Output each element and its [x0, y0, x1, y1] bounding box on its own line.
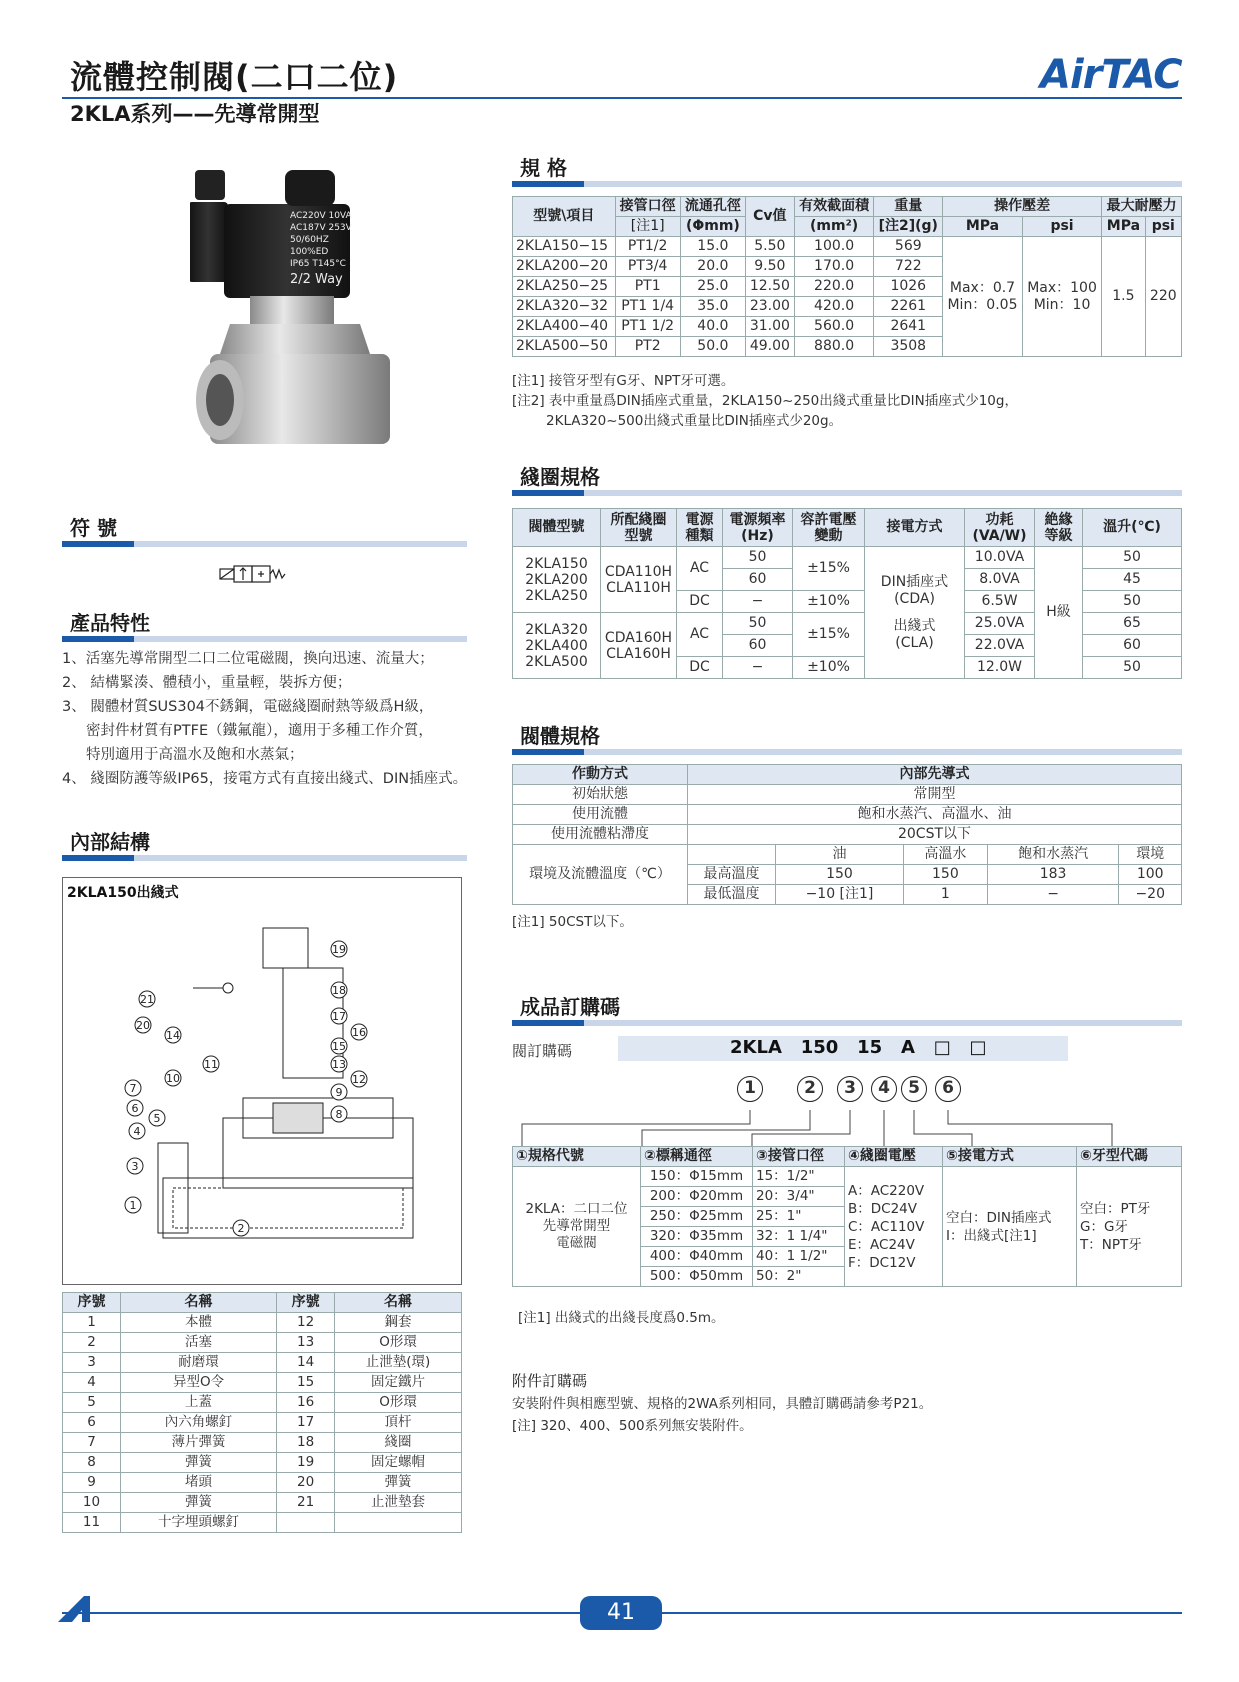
spec-max-mpa: 1.5 [1102, 237, 1145, 357]
coil-header: 絶緣等級 [1035, 509, 1083, 547]
coil-type-group2: CDA160H CLA160H [601, 613, 677, 679]
section-bar [62, 636, 467, 642]
spec-cell: PT1/2 [615, 237, 680, 257]
order-port: 40：1 1/2" [753, 1247, 845, 1267]
coil-header: 溫升(℃) [1083, 509, 1182, 547]
spec-cell: PT3/4 [615, 257, 680, 277]
parts-cell: 20 [277, 1473, 335, 1493]
order-bore: 400：Φ40mm [641, 1247, 753, 1267]
body-value: 飽和水蒸汽、高溫水、油 [688, 805, 1182, 825]
coil-supply: AC [677, 613, 723, 657]
coil-variation: ±15% [793, 547, 865, 591]
spec-cell: 31.00 [745, 317, 794, 337]
coil-power: 10.0VA [965, 547, 1035, 569]
spec-cell: 2KLA250−25 [513, 277, 616, 297]
body-min: 1 [903, 885, 987, 905]
parts-cell: 彈簧 [121, 1493, 277, 1513]
brand-logo: AirTAC [1040, 52, 1182, 98]
order-code-part: □ [969, 1037, 987, 1058]
spec-row [513, 237, 1182, 257]
order-port: 20：3/4" [753, 1187, 845, 1207]
spec-header: 型號\項目 [513, 197, 616, 237]
feature-item: 3、 閥體材質SUS304不銹鋼，電磁綫圈耐熱等級爲H級， [62, 699, 434, 715]
spec-header: 操作壓差 [943, 197, 1102, 217]
parts-cell: 18 [277, 1433, 335, 1453]
spec-cell: 560.0 [794, 317, 874, 337]
spec-cell: PT1 [615, 277, 680, 297]
callout-label: 11 [204, 1058, 218, 1071]
page-title: 流體控制閥(二口二位) [70, 58, 399, 96]
spec-cell: 3508 [874, 337, 943, 357]
accessory-note: [注] 320、400、500系列無安裝附件。 [512, 1418, 753, 1434]
spec-cell: 5.50 [745, 237, 794, 257]
parts-cell: 12 [277, 1313, 335, 1333]
spec-cell: 2641 [874, 317, 943, 337]
spec-header: 接管口徑 [615, 197, 680, 217]
section-bar [512, 181, 1182, 187]
parts-row [63, 1313, 462, 1333]
spec-subheader: [注1] [615, 217, 680, 237]
callout-label: 14 [166, 1029, 180, 1042]
parts-cell: 21 [277, 1493, 335, 1513]
spec-cell: 2KLA320−32 [513, 297, 616, 317]
spec-cell: 2KLA500−50 [513, 337, 616, 357]
parts-table [62, 1292, 462, 1533]
parts-cell: 15 [277, 1373, 335, 1393]
parts-cell: 綫圈 [335, 1433, 462, 1453]
parts-cell: 薄片彈簧 [121, 1433, 277, 1453]
parts-cell: 十字埋頭螺釘 [121, 1513, 277, 1533]
spec-notes [512, 371, 1018, 431]
coil-label-line: 2/2 Way [290, 272, 343, 287]
body-note: [注1] 50CST以下。 [512, 914, 633, 930]
coil-temp: 45 [1083, 569, 1182, 591]
coil-freq: 60 [723, 569, 793, 591]
spec-cell: 20.0 [680, 257, 745, 277]
footer-logo-icon [58, 1594, 104, 1628]
coil-temp: 65 [1083, 613, 1182, 635]
spec-subheader: psi [1145, 217, 1181, 237]
coil-freq: 60 [723, 635, 793, 657]
coil-models-group1: 2KLA150 2KLA200 2KLA250 [513, 547, 601, 613]
parts-cell: 鋼套 [335, 1313, 462, 1333]
body-min: − [987, 885, 1119, 905]
body-env-label: 環境及流體溫度（℃） [513, 845, 688, 905]
parts-cell [277, 1513, 335, 1533]
order-port: 32：1 1/4" [753, 1227, 845, 1247]
order-note: [注1] 出綫式的出綫長度爲0.5m。 [518, 1310, 725, 1326]
feature-item: 2、 結構緊湊、體積小，重量輕，裝拆方便； [62, 675, 352, 691]
coil-insulation: H級 [1035, 547, 1083, 679]
order-code-part: 15 [857, 1037, 883, 1058]
parts-cell: 4 [63, 1373, 121, 1393]
body-value: 內部先導式 [688, 765, 1182, 785]
spec-op-psi: Max：100 Min：10 [1022, 237, 1101, 357]
order-port: 50：2" [753, 1267, 845, 1287]
body-max: 150 [776, 865, 904, 885]
spec-cell: PT1 1/2 [615, 317, 680, 337]
callout-label: 16 [352, 1026, 366, 1039]
spec-header: 最大耐壓力 [1102, 197, 1182, 217]
spec-cell: PT1 1/4 [615, 297, 680, 317]
order-table [512, 1146, 1182, 1287]
spec-cell: 25.0 [680, 277, 745, 297]
body-max: 100 [1119, 865, 1182, 885]
parts-cell: 堵頭 [121, 1473, 277, 1493]
callout-label: 19 [332, 943, 346, 956]
callout-label: 7 [129, 1082, 137, 1095]
parts-row [63, 1413, 462, 1433]
section-bar [512, 749, 1182, 755]
body-value: 常開型 [688, 785, 1182, 805]
order-thread: 空白：PT牙 G：G牙 T：NPT牙 [1077, 1167, 1182, 1287]
parts-row [63, 1513, 462, 1533]
coil-header: 所配綫圈型號 [601, 509, 677, 547]
coil-supply: DC [677, 657, 723, 679]
callout-label: 21 [140, 993, 154, 1006]
feature-item: 密封件材質有PTFE（鐵氟龍），適用于多種工作介質， [86, 723, 433, 739]
coil-models-group2: 2KLA320 2KLA400 2KLA500 [513, 613, 601, 679]
spec-cell: 35.0 [680, 297, 745, 317]
coil-freq: 50 [723, 547, 793, 569]
accessory-title: 附件訂購碼 [512, 1372, 588, 1390]
body-max-label: 最高溫度 [688, 865, 776, 885]
order-code [730, 1037, 987, 1058]
order-code-part: A [900, 1037, 915, 1058]
coil-freq: − [723, 591, 793, 613]
order-bore: 500：Φ50mm [641, 1267, 753, 1287]
spec-body [513, 237, 1182, 357]
coil-variation: ±10% [793, 591, 865, 613]
order-index-circle: 6 [935, 1076, 961, 1102]
order-connection: 空白：DIN插座式 I：出綫式[注1] [943, 1167, 1077, 1287]
order-header: ⑤接電方式 [943, 1147, 1077, 1167]
spec-header: Cv值 [745, 197, 794, 237]
spec-cell: 50.0 [680, 337, 745, 357]
order-code-part: □ [933, 1037, 951, 1058]
valve-symbol-icon [218, 563, 294, 585]
body-col: 飽和水蒸汽 [987, 845, 1119, 865]
parts-row [63, 1493, 462, 1513]
spec-cell: 569 [874, 237, 943, 257]
parts-row [63, 1473, 462, 1493]
callout-label: 18 [332, 984, 346, 997]
parts-col-header: 序號 [277, 1293, 335, 1313]
parts-cell: 彈簧 [335, 1473, 462, 1493]
coil-table [512, 508, 1182, 679]
body-value: 20CST以下 [688, 825, 1182, 845]
coil-freq: 50 [723, 613, 793, 635]
callout-label: 3 [131, 1160, 139, 1173]
order-header: ⑥牙型代碼 [1077, 1147, 1182, 1167]
order-index-circle: 3 [837, 1076, 863, 1102]
coil-supply: DC [677, 591, 723, 613]
parts-col-header: 名稱 [121, 1293, 277, 1313]
body-label: 初始狀態 [513, 785, 688, 805]
coil-label-line: 50/60HZ [290, 235, 329, 245]
parts-cell: 活塞 [121, 1333, 277, 1353]
callout-label: 17 [332, 1010, 346, 1023]
parts-col-header: 名稱 [335, 1293, 462, 1313]
parts-cell: 5 [63, 1393, 121, 1413]
callout-label: 10 [166, 1072, 180, 1085]
coil-supply: AC [677, 547, 723, 591]
spec-cell: 23.00 [745, 297, 794, 317]
order-code-part: 150 [800, 1037, 839, 1058]
structure-diagram [62, 877, 462, 1285]
order-index-circle: 5 [901, 1076, 927, 1102]
parts-row [63, 1453, 462, 1473]
diagram-caption: 2KLA150出綫式 [67, 885, 179, 901]
page-number: 41 [580, 1596, 662, 1630]
order-code-part: 2KLA [730, 1037, 782, 1058]
section-bar [512, 1020, 1182, 1026]
order-index-circle: 2 [797, 1076, 823, 1102]
spec-cell: 2KLA200−20 [513, 257, 616, 277]
spec-cell: 2KLA150−15 [513, 237, 616, 257]
parts-cell: 固定螺帽 [335, 1453, 462, 1473]
coil-power: 8.0VA [965, 569, 1035, 591]
spec-cell: 880.0 [794, 337, 874, 357]
parts-cell: 16 [277, 1393, 335, 1413]
spec-header: 重量 [874, 197, 943, 217]
spec-cell: 9.50 [745, 257, 794, 277]
callout-label: 13 [332, 1058, 346, 1071]
order-header: ③接管口徑 [753, 1147, 845, 1167]
product-photo [190, 168, 390, 484]
coil-variation: ±15% [793, 613, 865, 657]
parts-cell: 17 [277, 1413, 335, 1433]
spec-subheader: psi [1022, 217, 1101, 237]
body-max: 150 [903, 865, 987, 885]
body-label: 使用流體粘滯度 [513, 825, 688, 845]
feature-item: 4、 綫圈防護等級IP65，接電方式有直接出綫式、DIN插座式。 [62, 771, 468, 787]
callout-label: 8 [335, 1108, 343, 1121]
order-header: ①規格代號 [513, 1147, 641, 1167]
coil-connection: DIN插座式 (CDA) 出綫式 (CLA) [865, 547, 965, 679]
parts-cell: O形環 [335, 1393, 462, 1413]
parts-cell: 11 [63, 1513, 121, 1533]
section-bar [62, 541, 467, 547]
order-bore: 200：Φ20mm [641, 1187, 753, 1207]
coil-label-line: IP65 T145°C [290, 259, 346, 269]
callout-label: 12 [352, 1073, 366, 1086]
section-order: 成品訂購碼 [520, 995, 620, 1019]
parts-cell: 止泄墊(環) [335, 1353, 462, 1373]
parts-cell: 14 [277, 1353, 335, 1373]
parts-cell: 10 [63, 1493, 121, 1513]
spec-subheader: (mm²) [794, 217, 874, 237]
spec-cell: 2261 [874, 297, 943, 317]
coil-header: 電源頻率(Hz) [723, 509, 793, 547]
body-col: 高溫水 [903, 845, 987, 865]
section-bar [512, 490, 1182, 496]
order-label: 閥訂購碼 [512, 1042, 573, 1060]
coil-label-line: AC187V 253V [290, 223, 352, 233]
diagram-callouts [125, 941, 367, 1236]
spec-op-mpa: Max：0.7 Min：0.05 [943, 237, 1023, 357]
body-max: 183 [987, 865, 1119, 885]
accessory-line: 安裝附件與相應型號、規格的2WA系列相同，具體訂購碼請參考P21。 [512, 1396, 933, 1412]
body-col: 環境 [1119, 845, 1182, 865]
order-voltage: A：AC220V B：DC24V C：AC110V E：AC24V F：DC12V [845, 1167, 943, 1287]
parts-cell: 19 [277, 1453, 335, 1473]
body-blank [688, 845, 776, 865]
coil-label-line: AC220V 10VA [290, 211, 352, 221]
callout-label: 5 [153, 1112, 161, 1125]
parts-cell: 8 [63, 1453, 121, 1473]
page-subtitle: 2KLA系列——先導常開型 [70, 102, 320, 126]
parts-cell: 异型O令 [121, 1373, 277, 1393]
body-col: 油 [776, 845, 904, 865]
coil-power: 6.5W [965, 591, 1035, 613]
spec-cell: 1026 [874, 277, 943, 297]
parts-cell: 13 [277, 1333, 335, 1353]
parts-row [63, 1433, 462, 1453]
callout-label: 9 [335, 1086, 343, 1099]
spec-header: 有效截面積 [794, 197, 874, 217]
coil-header: 容許電壓變動 [793, 509, 865, 547]
body-min: −20 [1119, 885, 1182, 905]
body-label: 作動方式 [513, 765, 688, 785]
coil-variation: ±10% [793, 657, 865, 679]
coil-header: 功耗(VA/W) [965, 509, 1035, 547]
section-spec: 規 格 [520, 156, 567, 180]
coil-temp: 50 [1083, 657, 1182, 679]
coil-temp: 50 [1083, 547, 1182, 569]
coil-header: 電源種類 [677, 509, 723, 547]
coil-header: 閥體型號 [513, 509, 601, 547]
body-label: 使用流體 [513, 805, 688, 825]
parts-cell: O形環 [335, 1333, 462, 1353]
spec-cell: 15.0 [680, 237, 745, 257]
spec-cell: 170.0 [794, 257, 874, 277]
spec-cell: 49.00 [745, 337, 794, 357]
body-min-label: 最低溫度 [688, 885, 776, 905]
parts-row [63, 1393, 462, 1413]
spec-cell: 220.0 [794, 277, 874, 297]
parts-cell: 3 [63, 1353, 121, 1373]
coil-power: 25.0VA [965, 613, 1035, 635]
parts-row [63, 1373, 462, 1393]
spec-cell: 100.0 [794, 237, 874, 257]
callout-label: 2 [237, 1222, 245, 1235]
parts-cell: 7 [63, 1433, 121, 1453]
spec-subheader: (Φmm) [680, 217, 745, 237]
spec-cell: 40.0 [680, 317, 745, 337]
order-bore: 320：Φ35mm [641, 1227, 753, 1247]
parts-cell: 9 [63, 1473, 121, 1493]
parts-cell: 彈簧 [121, 1453, 277, 1473]
parts-cell: 本體 [121, 1313, 277, 1333]
section-features: 產品特性 [70, 611, 150, 635]
section-body: 閥體規格 [520, 724, 600, 748]
callout-label: 20 [136, 1019, 150, 1032]
coil-freq: − [723, 657, 793, 679]
spec-note: [注2] 表中重量爲DIN插座式重量，2KLA150~250出綫式重量比DIN插座式少10g， [512, 393, 1018, 409]
order-header: ②標稱通徑 [641, 1147, 753, 1167]
spec-cell: 12.50 [745, 277, 794, 297]
parts-cell: 耐磨環 [121, 1353, 277, 1373]
coil-power: 22.0VA [965, 635, 1035, 657]
callout-label: 1 [129, 1199, 137, 1212]
parts-cell: 頂杆 [335, 1413, 462, 1433]
features-list [62, 647, 467, 791]
parts-cell: 2 [63, 1333, 121, 1353]
coil-type-group1: CDA110H CLA110H [601, 547, 677, 613]
coil-temp: 60 [1083, 635, 1182, 657]
spec-note: 2KLA320~500出綫式重量比DIN插座式少20g。 [546, 413, 843, 429]
parts-cell: 1 [63, 1313, 121, 1333]
order-port: 25：1" [753, 1207, 845, 1227]
order-spec-code: 2KLA：二口二位 先導常開型 電磁閥 [513, 1167, 641, 1287]
parts-cell: 上蓋 [121, 1393, 277, 1413]
body-min: −10 [注1] [776, 885, 904, 905]
parts-cell [335, 1513, 462, 1533]
spec-cell: 2KLA400−40 [513, 317, 616, 337]
spec-cell: 722 [874, 257, 943, 277]
callout-label: 4 [133, 1125, 141, 1138]
spec-cell: PT2 [615, 337, 680, 357]
parts-cell: 內六角螺釘 [121, 1413, 277, 1433]
feature-item: 特別適用于高溫水及飽和水蒸氣； [86, 747, 304, 763]
parts-cell: 固定鐵片 [335, 1373, 462, 1393]
coil-power: 12.0W [965, 657, 1035, 679]
spec-cell: 420.0 [794, 297, 874, 317]
order-index-circle: 1 [737, 1076, 763, 1102]
parts-body [63, 1313, 462, 1533]
order-bore: 150：Φ15mm [641, 1167, 753, 1187]
spec-max-psi: 220 [1145, 237, 1181, 357]
parts-row [63, 1353, 462, 1373]
parts-cell: 止泄墊套 [335, 1493, 462, 1513]
parts-row [63, 1333, 462, 1353]
spec-note: [注1] 接管牙型有G牙、NPT牙可選。 [512, 373, 735, 389]
callout-label: 6 [131, 1102, 139, 1115]
order-header: ④綫圈電壓 [845, 1147, 943, 1167]
spec-subheader: MPa [943, 217, 1023, 237]
section-internal: 內部結構 [70, 830, 150, 854]
callout-label: 15 [332, 1040, 346, 1053]
section-bar [62, 855, 467, 861]
feature-item: 1、活塞先導常開型二口二位電磁閥，換向迅速、流量大； [62, 651, 434, 667]
spec-header: 流通孔徑 [680, 197, 745, 217]
parts-cell: 6 [63, 1413, 121, 1433]
spec-table [512, 196, 1182, 357]
spec-subheader: [注2](g) [874, 217, 943, 237]
body-table [512, 764, 1182, 905]
coil-header: 接電方式 [865, 509, 965, 547]
order-index-circle: 4 [871, 1076, 897, 1102]
coil-label-line: 100%ED [290, 247, 329, 257]
parts-col-header: 序號 [63, 1293, 121, 1313]
order-connector-lines [512, 1062, 1182, 1146]
coil-temp: 50 [1083, 591, 1182, 613]
order-port: 15：1/2" [753, 1167, 845, 1187]
section-coil: 綫圈規格 [520, 465, 600, 489]
order-bore: 250：Φ25mm [641, 1207, 753, 1227]
section-symbol: 符 號 [70, 516, 117, 540]
spec-subheader: MPa [1102, 217, 1145, 237]
